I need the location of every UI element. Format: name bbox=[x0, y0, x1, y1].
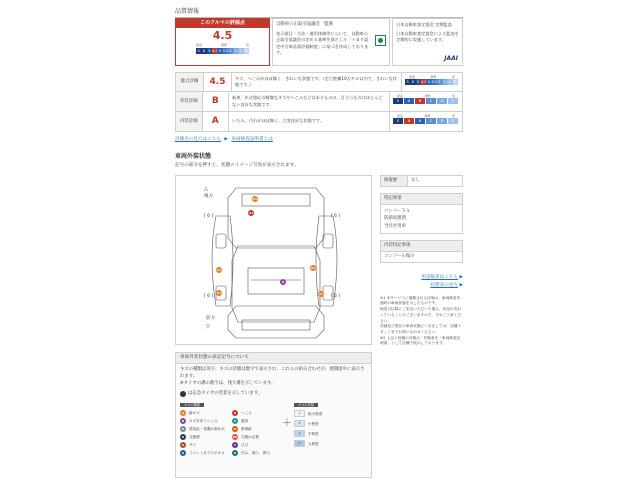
scale-label: 最高 bbox=[396, 114, 403, 118]
scale-label-high: 低 bbox=[245, 43, 249, 47]
legend-type-item bbox=[180, 409, 228, 417]
jaai-title: 日本自動車査定協会 定期監査 bbox=[396, 22, 452, 27]
rating-row bbox=[175, 72, 463, 92]
grade-step: A bbox=[404, 118, 414, 124]
rating-grade: A bbox=[203, 112, 230, 131]
legend-type-code: S bbox=[181, 442, 185, 447]
legend-state-label: 大程度 bbox=[308, 441, 319, 446]
legend-type-label: ひび bbox=[241, 442, 249, 447]
grade-step: C bbox=[426, 98, 436, 104]
scale-step: 3.5 bbox=[222, 49, 229, 54]
legend-type-code: XX bbox=[232, 434, 238, 439]
legend-type-code: X bbox=[181, 434, 185, 439]
scale-label: 標準 bbox=[430, 75, 437, 79]
legend-type-item bbox=[232, 433, 280, 441]
scale-label-low: 最高 bbox=[196, 43, 203, 47]
damage-mark[interactable]: A1 bbox=[216, 291, 222, 295]
special-label: 特記事項 bbox=[380, 193, 463, 205]
scale-step: 3 bbox=[229, 49, 232, 54]
quality-links: 評価点の見方はこちら ▶ 車両検査証明書とは bbox=[175, 137, 273, 142]
jaai-text: 日本自動車査定協会による監査を定期的に実施しています。 bbox=[396, 30, 459, 42]
scale-step: S bbox=[197, 49, 200, 54]
legend-type-code: G bbox=[181, 450, 185, 455]
legend-state-code: 4 bbox=[294, 440, 305, 447]
scale-step: 1 bbox=[448, 80, 452, 85]
legend-state-label: 極小程度 bbox=[308, 411, 323, 416]
legend-type-label: へこみ bbox=[241, 410, 252, 415]
special-list bbox=[380, 205, 463, 234]
eval-label: このクルマの評価点 bbox=[176, 19, 269, 28]
legend-type-code: C bbox=[233, 418, 237, 423]
scale-step: 3 bbox=[438, 80, 441, 85]
eval-scale bbox=[176, 48, 269, 54]
tire-label-rl: [ 6 ] bbox=[204, 294, 214, 299]
legend-type-item bbox=[180, 417, 228, 425]
legend-state-label: 小程度 bbox=[308, 421, 319, 426]
eval-score-box bbox=[175, 18, 270, 66]
rating-scale bbox=[390, 92, 462, 111]
legend-type-item bbox=[232, 417, 280, 425]
legend-type-item bbox=[232, 409, 280, 417]
legend-type-title: キズの種類 bbox=[180, 403, 204, 407]
scale-label-mid: 標準 bbox=[220, 43, 227, 47]
label-front: 後方 bbox=[204, 194, 214, 199]
legend-type-label: 線キズ bbox=[189, 410, 200, 415]
grade-step: E bbox=[448, 98, 458, 104]
exterior-subtitle: 記号の部分を押すと、状態のイメージ写真が表示されます。 bbox=[175, 163, 299, 168]
scale-step: 4 bbox=[218, 49, 221, 54]
special-item: 当社社用車 bbox=[384, 223, 406, 229]
scale-label: 標準 bbox=[424, 94, 431, 98]
legend-state-item bbox=[294, 409, 367, 419]
jaai-box bbox=[392, 18, 463, 66]
car-diagram-box bbox=[175, 175, 372, 345]
front-arrow-icon: △ bbox=[204, 186, 208, 192]
grade-step: S bbox=[393, 118, 403, 124]
assoc-seal-icon bbox=[375, 35, 386, 46]
rating-label: 総合評価 bbox=[176, 73, 204, 91]
grade-step: B bbox=[415, 98, 425, 104]
legend-type-code: U bbox=[233, 410, 237, 415]
rating-scale bbox=[402, 73, 462, 91]
legend-state-code: 2 bbox=[294, 420, 305, 427]
scale-step: 1 bbox=[239, 49, 243, 54]
legend-type-label: 凹み、傷り、貫穴 bbox=[241, 450, 270, 455]
exterior-section-title: 車両外装状態 bbox=[175, 153, 212, 160]
legend-state-item bbox=[294, 429, 367, 439]
scale-step: 4.5 bbox=[420, 80, 427, 85]
legend-type-code: P bbox=[181, 426, 185, 431]
plus-icon: ＋ bbox=[282, 417, 292, 429]
rating-scale bbox=[390, 112, 462, 131]
legend-type-label: 腐食 bbox=[241, 418, 249, 423]
rating-desc: キズ、へこみがほぼ無く、きれいな状態です。（走行距離10万キロ以内で、きれいな状態です。） bbox=[232, 73, 402, 91]
legend-type-label: フロントガラスのキズ bbox=[189, 450, 225, 455]
grade-step: S bbox=[393, 98, 403, 104]
legend-type-label: 交換歴 bbox=[189, 434, 200, 439]
quality-section-title: 品質情報 bbox=[175, 8, 463, 18]
rating-label: 内装評価 bbox=[176, 112, 203, 131]
legend-type-label: 修理跡 bbox=[241, 426, 252, 431]
tire-label-rr: [ 6 ] bbox=[331, 294, 341, 299]
tire-label-fl: [ 6 ] bbox=[204, 214, 214, 219]
scale-step: 5 bbox=[208, 49, 211, 54]
symbol-desc-title: 車両外装状態の表記記号について bbox=[176, 353, 371, 364]
scale-label: 低 bbox=[451, 94, 455, 98]
grade-step: B bbox=[415, 118, 425, 124]
repair-label: 修復歴 bbox=[380, 175, 407, 187]
legend-type-label: 塗装色・塗膜の剥がれ bbox=[189, 426, 225, 431]
rating-desc: いたみ、汚れがほぼ無く、大変良好な状態です。 bbox=[229, 112, 390, 131]
interior-label: 内装特記事項 bbox=[380, 240, 463, 252]
scale-step: 2 bbox=[443, 80, 446, 85]
cert-help-link[interactable]: 車両検査証明書とは bbox=[231, 137, 273, 142]
legend-states bbox=[294, 409, 367, 449]
damage-mark[interactable]: A1 bbox=[318, 292, 324, 296]
rating-label: 外装評価 bbox=[176, 92, 203, 111]
grade-step: C bbox=[426, 118, 436, 124]
scale-label: 最高 bbox=[409, 75, 416, 79]
legend-state-code: 1 bbox=[294, 410, 305, 417]
legend-state-title: キズの状態 bbox=[294, 403, 318, 407]
state-view-link[interactable]: 状態表の見方 bbox=[430, 283, 458, 289]
scale-label: 標準 bbox=[424, 114, 431, 118]
scale-step: 4.5 bbox=[211, 49, 218, 54]
symbol-desc-note: は応急タイヤの装着を示しています。 bbox=[188, 390, 263, 396]
exterior-notes: ※1 本サービスに掲載される評価は、車両検査実施時の車両状態を示したものです。 検査日以降にご来店いただいた場合、状況が変わっていることがございますので、予めご了承ください。 詳細及び現在の車両状態につきましては、店舗スタッフまでお問い合わせください。 ※2 上記と同様の評価点・状態表を「車両検査証明書」として店舗で展示しております。 bbox=[380, 295, 462, 346]
grade-step: A bbox=[404, 98, 414, 104]
symbol-desc-text: キズの種類は英字、キズの状態は数字で表示され、これらの組み合わせが、展開図中に表示されます。 ※タイヤの溝の数字は、残り溝を示しています。 bbox=[180, 367, 365, 386]
assoc-text: 表示項目・方法・運用体制等について、自動車公正取引協議会の定める基準を満たした「トヨタ認定中古車品質評価制度」に基づき作成しております。 bbox=[276, 30, 369, 55]
scale-step: R bbox=[245, 49, 248, 54]
legend-type-code: B bbox=[181, 418, 185, 423]
grade-step: E bbox=[448, 118, 458, 124]
damage-mark[interactable]: A1 bbox=[252, 197, 258, 201]
grade-step: D bbox=[437, 98, 447, 104]
special-item: バンパー下Ａ bbox=[384, 208, 411, 214]
eval-score: 4.5 bbox=[212, 29, 233, 42]
legend-state-item bbox=[294, 439, 367, 449]
legend-type-label: サビ bbox=[189, 442, 197, 447]
rear-arrow-icon: ▽ bbox=[206, 324, 210, 330]
assoc-title: 自動車公正取引協議会 監修 bbox=[276, 22, 334, 27]
damage-mark[interactable]: U1 bbox=[310, 266, 316, 270]
tire-label-fr: [ 6 ] bbox=[331, 214, 341, 219]
scale-step: 3.5 bbox=[431, 80, 438, 85]
scale-label: 低 bbox=[451, 75, 455, 79]
scale-step: R bbox=[454, 80, 457, 85]
rating-desc: 新車、年式相応の軽微なキズやへこみなどはあるものの、目立つものはほとんどない良好な状態です。 bbox=[229, 92, 390, 111]
eval-help-link[interactable]: 評価点の見方はこちら bbox=[175, 137, 221, 142]
rating-grade: 4.5 bbox=[204, 73, 232, 91]
legend-type-item bbox=[180, 441, 228, 449]
glossary-link[interactable]: 用語解説はこちら bbox=[421, 275, 458, 281]
legend-type-code: W bbox=[233, 426, 237, 431]
symbol-desc-box bbox=[175, 352, 372, 478]
scale-step: 4 bbox=[427, 80, 430, 85]
scale-step: S bbox=[406, 80, 409, 85]
legend-types bbox=[180, 409, 280, 457]
damage-mark[interactable]: A1 bbox=[216, 268, 222, 272]
scale-step: 2 bbox=[234, 49, 237, 54]
spare-tire-icon bbox=[180, 391, 186, 397]
legend-state-label: 中程度 bbox=[308, 431, 319, 436]
legend-state-code: 3 bbox=[294, 430, 305, 437]
legend-type-label: キズを伴うへこみ bbox=[189, 418, 218, 423]
legend-type-item bbox=[180, 425, 228, 433]
special-item: 防錆処理済 bbox=[384, 216, 406, 222]
rating-table bbox=[175, 72, 463, 132]
scale-label: 低 bbox=[451, 114, 455, 118]
scale-step: 5 bbox=[417, 80, 420, 85]
jaai-logo: JAAI bbox=[444, 54, 458, 62]
scale-step: 6 bbox=[202, 49, 206, 54]
legend-state-item bbox=[294, 419, 367, 429]
rating-row bbox=[175, 92, 463, 112]
damage-mark[interactable]: X bbox=[281, 280, 285, 284]
scale-label: 最高 bbox=[396, 94, 403, 98]
damage-mark[interactable]: A1 bbox=[248, 211, 254, 215]
label-rear: 前方 bbox=[206, 316, 216, 321]
legend-type-item bbox=[180, 433, 228, 441]
legend-type-code: A bbox=[181, 410, 185, 415]
grade-step: D bbox=[437, 118, 447, 124]
scale-step: 6 bbox=[411, 80, 415, 85]
exterior-info: 修復歴 なし 特記事項 バンパー下Ａ 防錆処理済 当社社用車 内装特記事項 コンソール傷小 用語解説はこちら ▶ 状態表の見方 ▶ ※1 本サービスに掲載される評価は、車両検査実施時の車両状態を示したものです。 検査日以降にご来店いただいた場合、状況が変わっていることがございますので、予めご了承ください。 詳細及び現在の車両状態につきましては、店舗スタッフまでお問い合わせください。 ※2 上記と同様の評価点・状態表を「車両検査証明書」として店舗で展示しております。 bbox=[380, 175, 463, 347]
repair-value: なし bbox=[407, 175, 463, 187]
interior-value: コンソール傷小 bbox=[380, 252, 463, 263]
legend-type-code: E bbox=[233, 450, 237, 455]
legend-type-item bbox=[232, 441, 280, 449]
rating-row bbox=[175, 112, 463, 132]
legend-type-item bbox=[180, 449, 228, 457]
legend-type-item bbox=[232, 449, 280, 457]
assoc-box bbox=[272, 18, 390, 66]
legend-type-item bbox=[232, 425, 280, 433]
rating-grade: B bbox=[203, 92, 230, 111]
legend-type-label: 交換が必要 bbox=[241, 434, 259, 439]
legend-type-code: Y bbox=[233, 442, 237, 447]
